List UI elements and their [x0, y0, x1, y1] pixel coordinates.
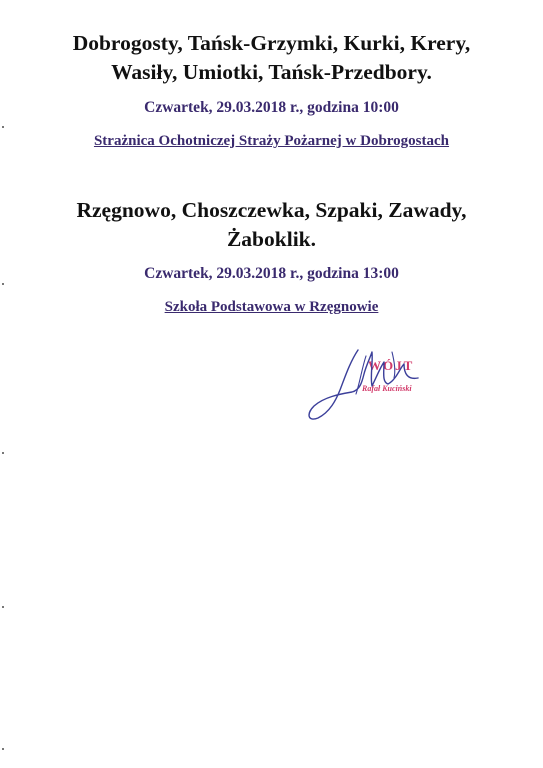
announcement-2-places-line1: Rzęgnowo, Choszczewka, Szpaki, Zawady, — [76, 198, 467, 222]
announcement-1-venue: Strażnica Ochotniczej Straży Pożarnej w Dobrogostach — [93, 133, 450, 149]
announcement-1-places-line1: Dobrogosty, Tańsk-Grzymki, Kurki, Krery, — [72, 31, 471, 55]
stamp-name: Rafał Kuciński — [362, 384, 412, 393]
stamp-title: WÓJT — [368, 358, 415, 373]
announcement-2-places-line2: Żaboklik. — [226, 227, 317, 251]
scan-edge-mark — [2, 452, 4, 454]
scan-edge-mark — [2, 606, 4, 608]
signature-icon — [300, 342, 430, 427]
announcement-2-venue: Szkoła Podstawowa w Rzęgnowie — [164, 299, 379, 315]
announcement-1-places-line2: Wasiły, Umiotki, Tańsk-Przedbory. — [111, 60, 432, 84]
announcement-2-datetime: Czwartek, 29.03.2018 r., godzina 13:00 — [144, 265, 399, 282]
scan-edge-mark — [2, 126, 4, 128]
scan-edge-mark — [2, 283, 4, 285]
announcement-1-datetime: Czwartek, 29.03.2018 r., godzina 10:00 — [144, 99, 399, 116]
announcement-1-places — [0, 29, 543, 87]
scan-edge-mark — [2, 748, 4, 750]
announcement-2-places — [0, 196, 543, 254]
